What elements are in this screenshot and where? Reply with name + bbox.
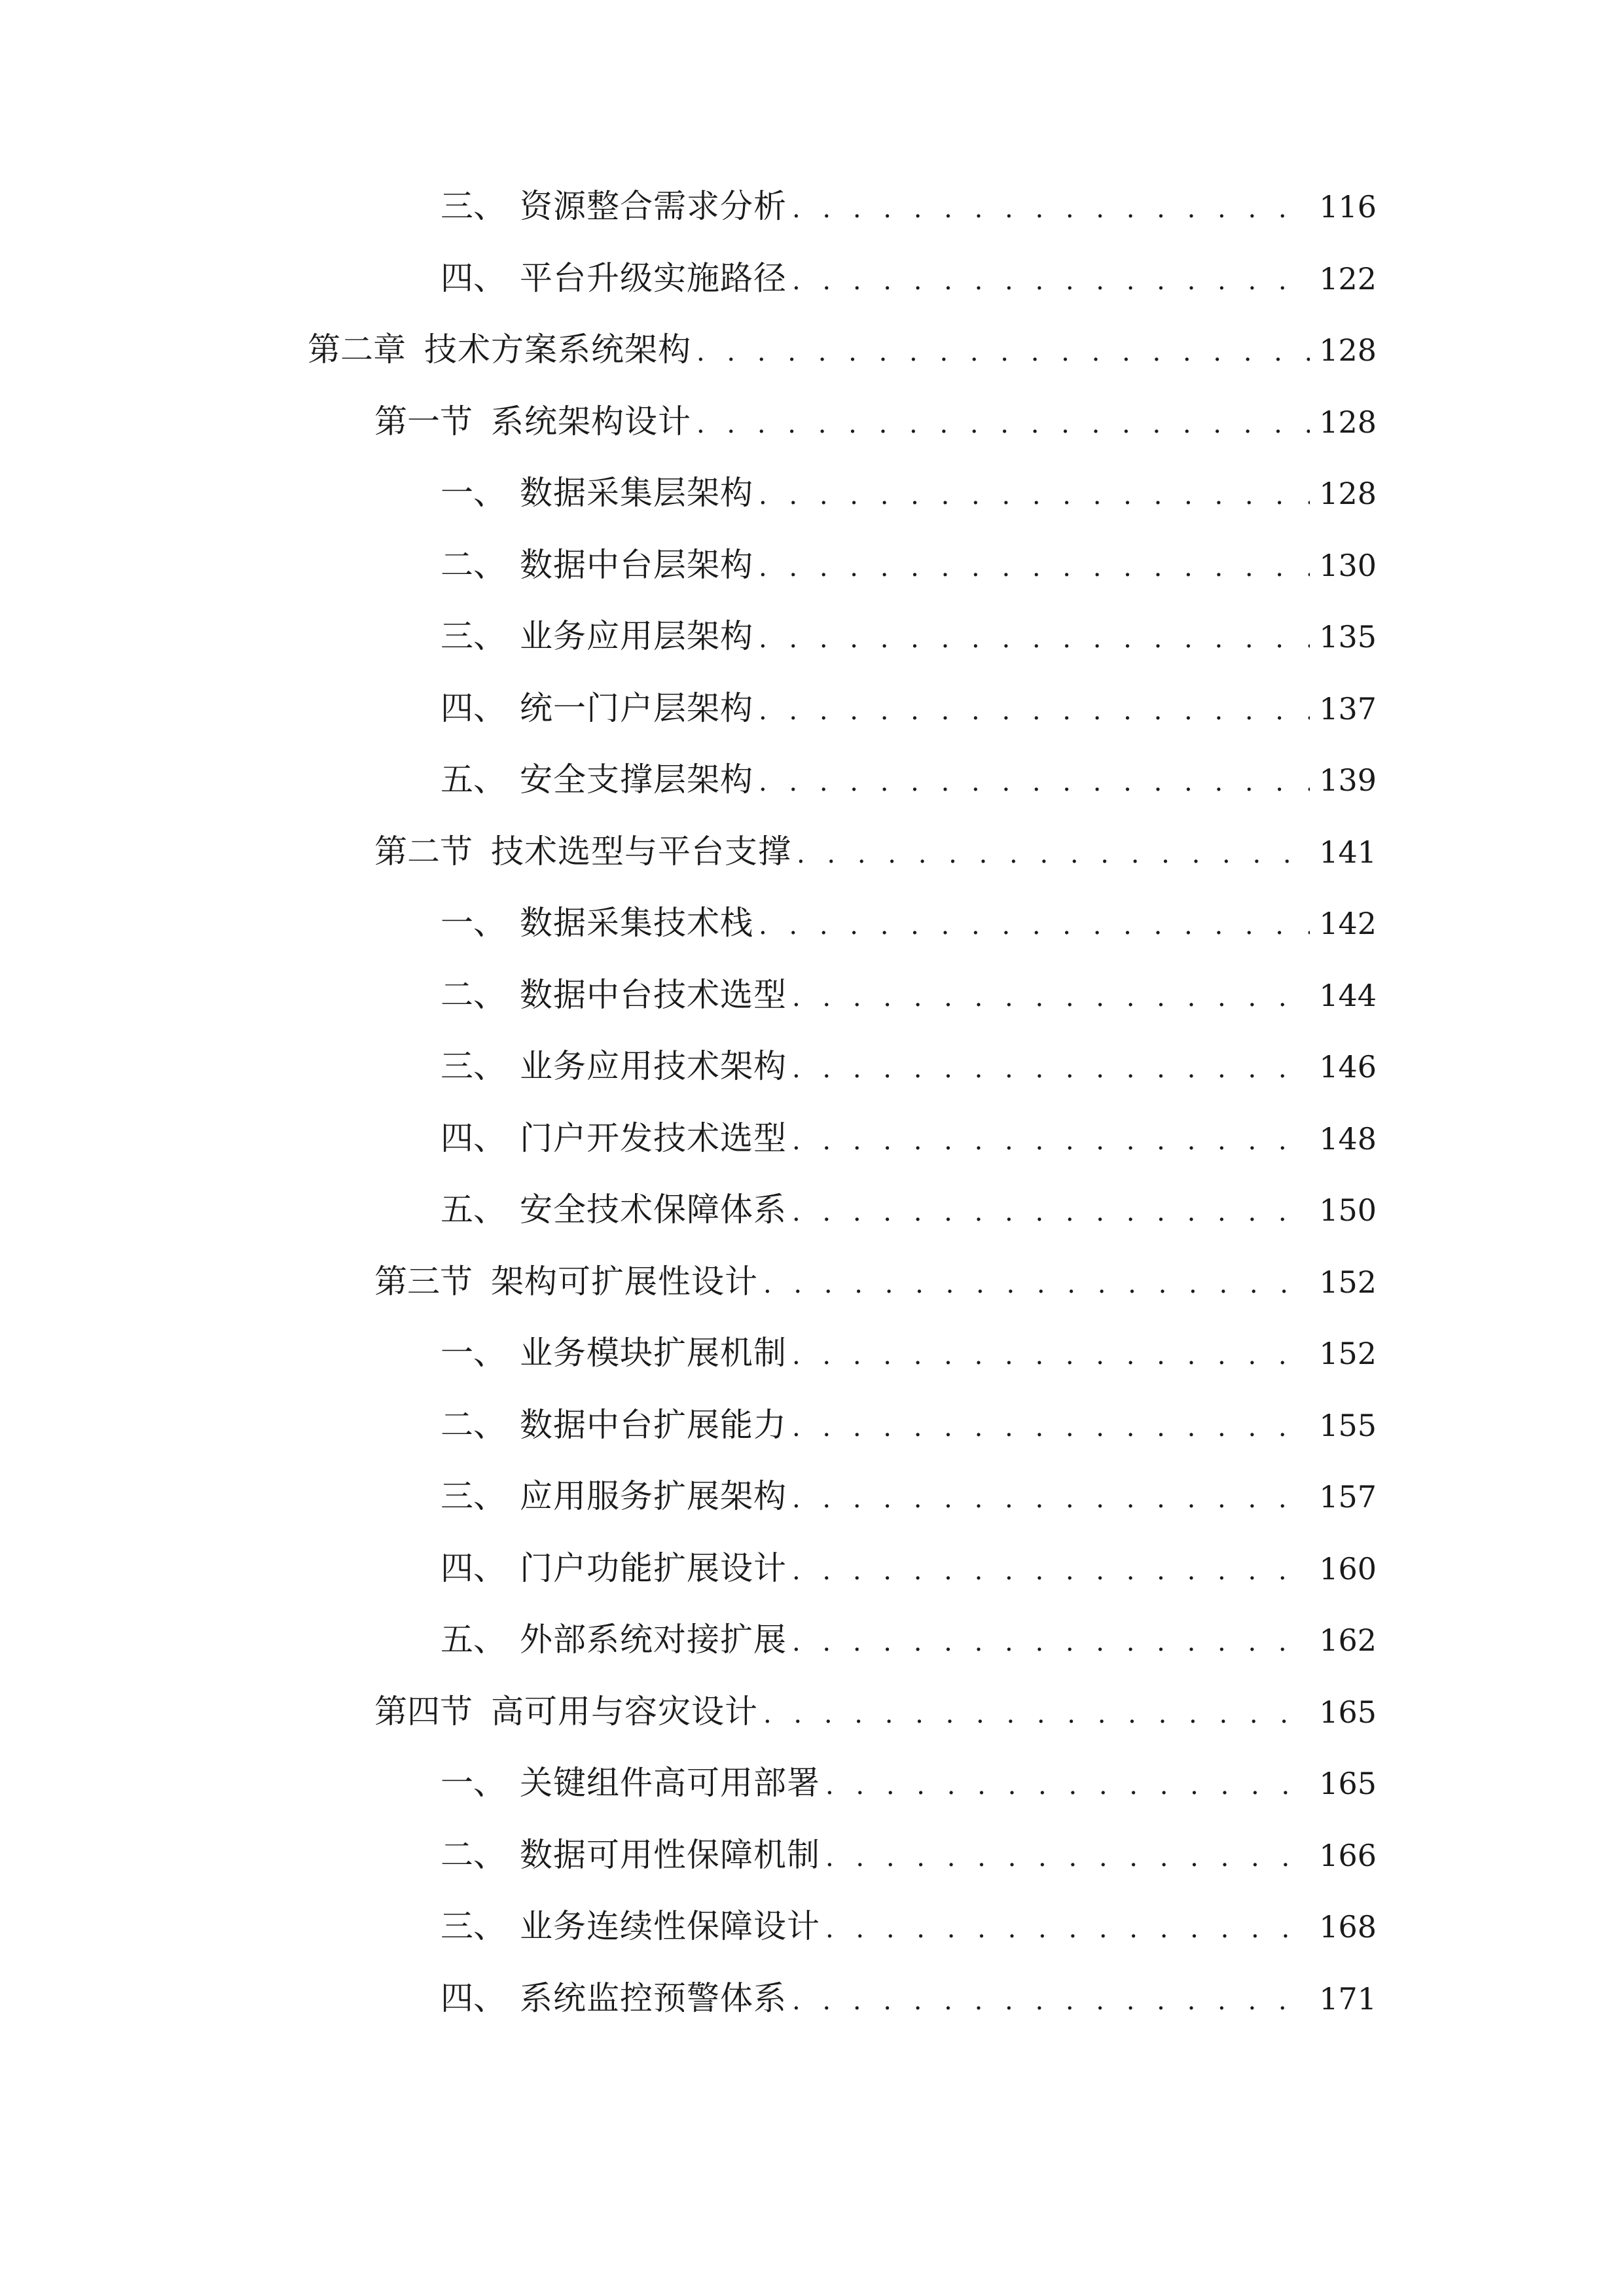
toc-leader-dots — [792, 1199, 1310, 1225]
toc-entry-number: 第三节 — [374, 1262, 473, 1300]
table-of-contents — [308, 187, 1377, 2053]
toc-entry-page: 130 — [1319, 547, 1377, 583]
toc-entry-page: 142 — [1319, 906, 1377, 941]
toc-entry-title: 系统监控预警体系 — [520, 1979, 787, 2017]
toc-entry-number: 一、 — [441, 1764, 506, 1802]
toc-entry-page: 139 — [1319, 762, 1377, 798]
toc-entry[interactable] — [308, 1549, 1377, 1624]
toc-leader-dots — [696, 411, 1310, 437]
toc-leader-dots — [792, 1558, 1310, 1584]
toc-entry[interactable] — [308, 187, 1377, 262]
toc-entry-page: 171 — [1319, 1981, 1377, 2017]
toc-entry-page: 152 — [1319, 1264, 1377, 1300]
toc-entry-page: 168 — [1319, 1909, 1377, 1945]
toc-entry-number: 一、 — [441, 474, 506, 512]
toc-entry-page: 137 — [1319, 691, 1377, 726]
toc-leader-dots — [825, 1844, 1310, 1871]
toc-entry-title: 关键组件高可用部署 — [520, 1764, 820, 1802]
toc-entry[interactable] — [308, 906, 1377, 978]
toc-entry-title: 业务应用层架构 — [520, 617, 753, 655]
toc-entry-title: 数据中台层架构 — [520, 545, 753, 584]
toc-entry-number: 五、 — [441, 1191, 506, 1229]
toc-entry-title: 业务模块扩展机制 — [520, 1334, 787, 1372]
toc-entry-page: 160 — [1319, 1551, 1377, 1587]
toc-entry-number: 四、 — [441, 1549, 506, 1587]
toc-entry-page: 150 — [1319, 1193, 1377, 1228]
toc-entry[interactable] — [308, 975, 1377, 1050]
toc-entry-page: 155 — [1319, 1407, 1377, 1443]
toc-entry-section[interactable] — [308, 1262, 1377, 1337]
toc-entry-page: 122 — [1319, 260, 1377, 296]
toc-leader-dots — [792, 1056, 1310, 1082]
toc-entry-page: 157 — [1319, 1479, 1377, 1515]
toc-entry[interactable] — [308, 1623, 1377, 1695]
toc-leader-dots — [792, 1342, 1310, 1369]
toc-entry[interactable] — [308, 1477, 1377, 1552]
toc-leader-dots — [792, 1128, 1310, 1154]
toc-entry-number: 第二章 — [308, 331, 406, 368]
toc-leader-dots — [792, 1988, 1310, 2014]
toc-leader-dots — [797, 841, 1310, 867]
toc-entry-page: 165 — [1319, 1766, 1377, 1801]
toc-leader-dots — [763, 1701, 1310, 1727]
toc-entry-title: 业务连续性保障设计 — [520, 1907, 820, 1945]
toc-leader-dots — [792, 1414, 1310, 1441]
toc-entry-section[interactable] — [308, 402, 1377, 477]
toc-entry-number: 五、 — [441, 1621, 506, 1659]
toc-entry-title: 安全技术保障体系 — [520, 1191, 787, 1229]
toc-entry-number: 四、 — [441, 1119, 506, 1157]
toc-entry[interactable] — [308, 1835, 1377, 1910]
toc-entry[interactable] — [308, 689, 1377, 764]
toc-entry-title: 统一门户层架构 — [520, 689, 753, 727]
toc-entry-title: 技术方案系统架构 — [424, 331, 691, 368]
toc-entry-title: 门户功能扩展设计 — [520, 1549, 787, 1587]
toc-entry-page: 141 — [1319, 834, 1377, 870]
toc-entry-number: 第二节 — [374, 832, 473, 870]
toc-entry[interactable] — [308, 1119, 1377, 1194]
toc-entry-page: 144 — [1319, 977, 1377, 1013]
toc-leader-dots — [792, 1629, 1310, 1655]
toc-entry-number: 三、 — [441, 617, 506, 655]
toc-entry-title: 应用服务扩展架构 — [520, 1477, 787, 1515]
toc-leader-dots — [792, 196, 1310, 222]
toc-entry-title: 安全支撑层架构 — [520, 761, 753, 798]
toc-entry[interactable] — [308, 1764, 1377, 1839]
toc-entry-title: 数据中台扩展能力 — [520, 1405, 787, 1444]
toc-entry-section[interactable] — [308, 1692, 1377, 1767]
toc-leader-dots — [759, 482, 1310, 509]
toc-entry-title: 数据采集层架构 — [520, 474, 753, 512]
toc-entry-number: 五、 — [441, 761, 506, 798]
toc-leader-dots — [759, 698, 1310, 724]
toc-entry-number: 四、 — [441, 1979, 506, 2017]
toc-entry-page: 148 — [1319, 1121, 1377, 1157]
toc-entry[interactable] — [308, 545, 1377, 620]
toc-entry-number: 四、 — [441, 259, 506, 297]
toc-entry[interactable] — [308, 1979, 1377, 2054]
toc-entry-number: 三、 — [441, 1907, 506, 1945]
toc-entry[interactable] — [308, 1336, 1377, 1408]
toc-entry-number: 四、 — [441, 689, 506, 727]
toc-entry-title: 高可用与容灾设计 — [491, 1692, 758, 1731]
toc-entry-number: 一、 — [441, 1334, 506, 1372]
toc-entry[interactable] — [308, 476, 1377, 548]
toc-entry[interactable] — [308, 617, 1377, 692]
toc-leader-dots — [792, 1486, 1310, 1512]
toc-entry-title: 数据采集技术栈 — [520, 904, 753, 942]
toc-leader-dots — [792, 268, 1310, 294]
toc-entry-number: 三、 — [441, 187, 506, 225]
toc-entry-title: 数据中台技术选型 — [520, 975, 787, 1014]
toc-entry-title: 技术选型与平台支撑 — [491, 832, 791, 870]
toc-entry-number: 一、 — [441, 904, 506, 942]
toc-entry-number: 第四节 — [374, 1692, 473, 1731]
toc-entry[interactable] — [308, 1907, 1377, 1982]
toc-entry-page: 128 — [1319, 476, 1377, 511]
toc-leader-dots — [792, 984, 1310, 1011]
toc-leader-dots — [759, 769, 1310, 795]
toc-entry-title: 资源整合需求分析 — [520, 187, 787, 225]
toc-entry-page: 146 — [1319, 1049, 1377, 1085]
toc-entry-number: 三、 — [441, 1047, 506, 1085]
toc-leader-dots — [759, 912, 1310, 939]
toc-entry-number: 三、 — [441, 1477, 506, 1515]
toc-leader-dots — [696, 339, 1310, 365]
toc-entry-number: 二、 — [441, 545, 506, 584]
toc-entry[interactable] — [308, 1047, 1377, 1122]
toc-leader-dots — [763, 1271, 1310, 1297]
toc-entry-page: 116 — [1319, 189, 1377, 224]
toc-leader-dots — [825, 1772, 1310, 1799]
toc-entry-page: 135 — [1319, 619, 1377, 655]
toc-entry-number: 二、 — [441, 1835, 506, 1874]
toc-entry-page: 152 — [1319, 1336, 1377, 1371]
toc-entry-section[interactable] — [308, 832, 1377, 907]
toc-entry-page: 166 — [1319, 1837, 1377, 1873]
toc-leader-dots — [759, 554, 1310, 581]
toc-entry-title: 外部系统对接扩展 — [520, 1621, 787, 1659]
toc-entry-title: 架构可扩展性设计 — [491, 1262, 758, 1300]
toc-leader-dots — [825, 1916, 1310, 1942]
toc-entry-number: 二、 — [441, 975, 506, 1014]
toc-entry[interactable] — [308, 763, 1377, 835]
toc-entry[interactable] — [308, 259, 1377, 334]
toc-entry-page: 128 — [1319, 404, 1377, 440]
toc-entry-title: 门户开发技术选型 — [520, 1119, 787, 1157]
toc-entry-title: 业务应用技术架构 — [520, 1047, 787, 1085]
toc-entry-title: 系统架构设计 — [491, 402, 691, 440]
toc-entry-title: 数据可用性保障机制 — [520, 1835, 820, 1874]
toc-leader-dots — [759, 626, 1310, 652]
toc-entry[interactable] — [308, 1193, 1377, 1265]
toc-entry-number: 二、 — [441, 1405, 506, 1444]
toc-entry-page: 165 — [1319, 1694, 1377, 1730]
toc-entry-chapter[interactable] — [308, 333, 1377, 405]
toc-entry-page: 162 — [1319, 1623, 1377, 1658]
toc-entry-number: 第一节 — [374, 402, 473, 440]
toc-entry-title: 平台升级实施路径 — [520, 259, 787, 297]
toc-entry[interactable] — [308, 1405, 1377, 1480]
toc-entry-page: 128 — [1319, 332, 1377, 368]
